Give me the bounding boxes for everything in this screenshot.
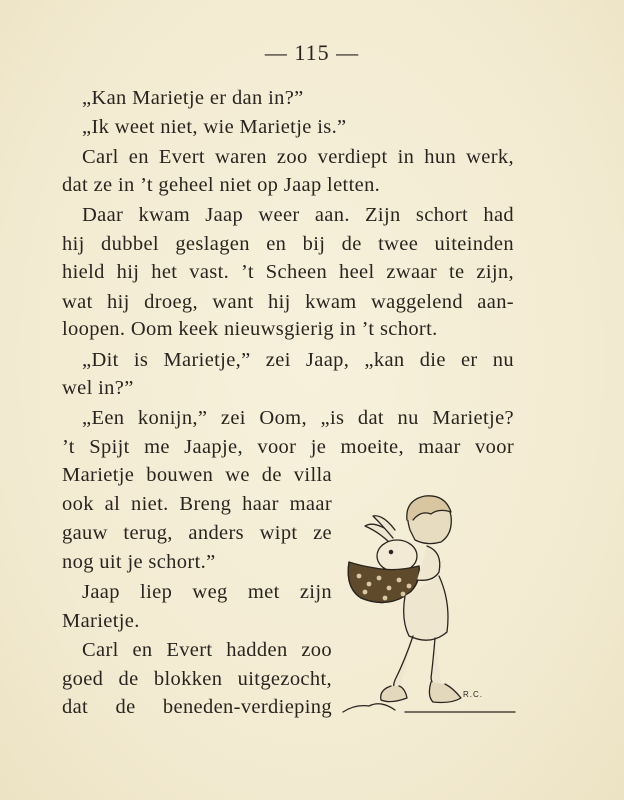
text-line: ’t Spijt me Jaapje, voor je moeite, maar voor (62, 436, 514, 458)
illustrator-initials: R.C. (463, 690, 483, 699)
text-line: Carl en Evert hadden zoo (82, 639, 332, 661)
text-line: goed de blokken uitgezocht, (62, 668, 332, 690)
text-line: hij dubbel geslagen en bij de twee uiteinden (62, 233, 514, 255)
ground-tuft (343, 704, 395, 712)
text-line: Daar kwam Jaap weer aan. Zijn schort had (82, 204, 514, 226)
boy-arm (417, 546, 440, 580)
text-line: dat ze in ’t geheel niet op Jaap letten. (62, 174, 381, 196)
text-line: ook al niet. Breng haar maar (62, 493, 332, 515)
page-number: — 115 — (264, 40, 360, 65)
text-line: nog uit je schort.” (62, 551, 216, 573)
text-line: Jaap liep weg met zijn (82, 581, 332, 603)
text-line: dat de beneden-verdieping (62, 696, 332, 718)
text-line: wat hij droeg, want hij kwam waggelend aan- (62, 291, 514, 313)
boy-carrying-rabbit-illustration (335, 490, 520, 720)
boy-boot (429, 682, 461, 703)
text-line: „Een konijn,” zei Oom, „is dat nu Marietje? (82, 407, 514, 429)
text-line: hield hij het vast. ’t Scheen heel zwaar te zijn, (62, 261, 514, 283)
text-line: Marietje bouwen we de villa (62, 464, 332, 486)
boy-boot (381, 686, 407, 702)
text-line: „Dit is Marietje,” zei Jaap, „kan die er nu (82, 349, 514, 371)
boy-leg (394, 636, 413, 694)
text-line: loopen. Oom keek nieuwsgierig in ’t schort. (62, 318, 438, 340)
text-line: gauw terug, anders wipt ze (62, 522, 332, 544)
rabbit-eye (389, 550, 392, 553)
text-line: wel in?” (62, 377, 134, 399)
text-line: Marietje. (62, 610, 140, 632)
text-line: „Kan Marietje er dan in?” (82, 87, 304, 109)
text-line: „Ik weet niet, wie Marietje is.” (82, 116, 347, 138)
text-line: Carl en Evert waren zoo verdiept in hun werk, (82, 146, 514, 168)
